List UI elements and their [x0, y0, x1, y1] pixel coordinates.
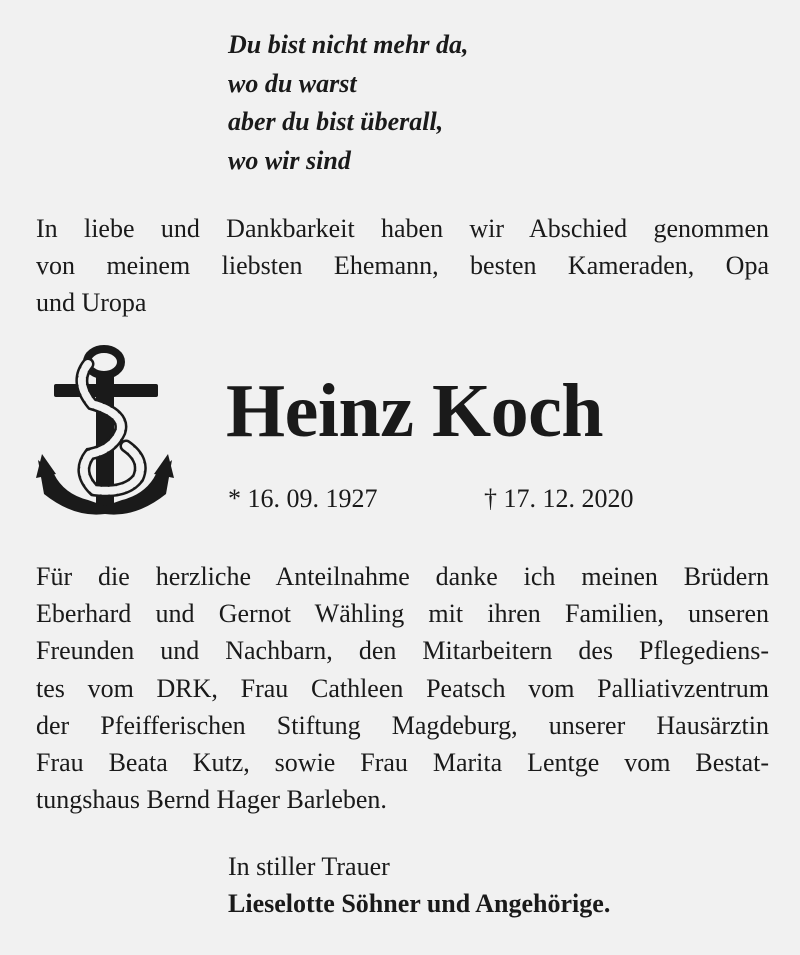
intro-line: In liebe und Dankbarkeit haben wir Abschied genommen [36, 214, 769, 243]
poem-line: Du bist nicht mehr da, [228, 30, 469, 59]
deceased-name: Heinz Koch [226, 369, 604, 453]
thanks-line: tes vom DRK, Frau Cathleen Peatsch vom Palliativzentrum [36, 673, 769, 703]
signer-name: Lieselotte Söhner und Angehörige. [228, 889, 611, 918]
anchor-icon [34, 342, 180, 520]
thanks-line: Für die herzliche Anteilnahme danke ich meinen Brüdern [36, 562, 769, 591]
poem-line: aber du bist überall, [228, 107, 444, 136]
birth-date: * 16. 09. 1927 [228, 484, 378, 513]
thanks-line: Eberhard und Gernot Wähling mit ihren Familien, unseren [36, 599, 769, 629]
intro-line: und Uropa [36, 288, 147, 317]
intro-line: von meinem liebsten Ehemann, besten Kameraden, Opa [36, 251, 769, 280]
thanks-line: tungshaus Bernd Hager Barleben. [36, 785, 387, 815]
poem-line: wo wir sind [228, 145, 351, 175]
thanks-line: Freunden und Nachbarn, den Mitarbeitern des Pflegediens- [36, 636, 769, 666]
thanks-paragraph [36, 558, 769, 818]
thanks-line: der Pfeifferischen Stiftung Magdeburg, unserer Hausärztin [36, 710, 769, 740]
thanks-line: Frau Beata Kutz, sowie Frau Marita Lentge vom Bestat- [36, 748, 769, 778]
death-date: † 17. 12. 2020 [484, 484, 634, 513]
poem-line: wo du warst [228, 68, 357, 98]
closing-block [228, 848, 610, 922]
poem-verse [228, 26, 469, 180]
closing-line: In stiller Trauer [228, 852, 390, 881]
intro-paragraph [36, 210, 769, 321]
